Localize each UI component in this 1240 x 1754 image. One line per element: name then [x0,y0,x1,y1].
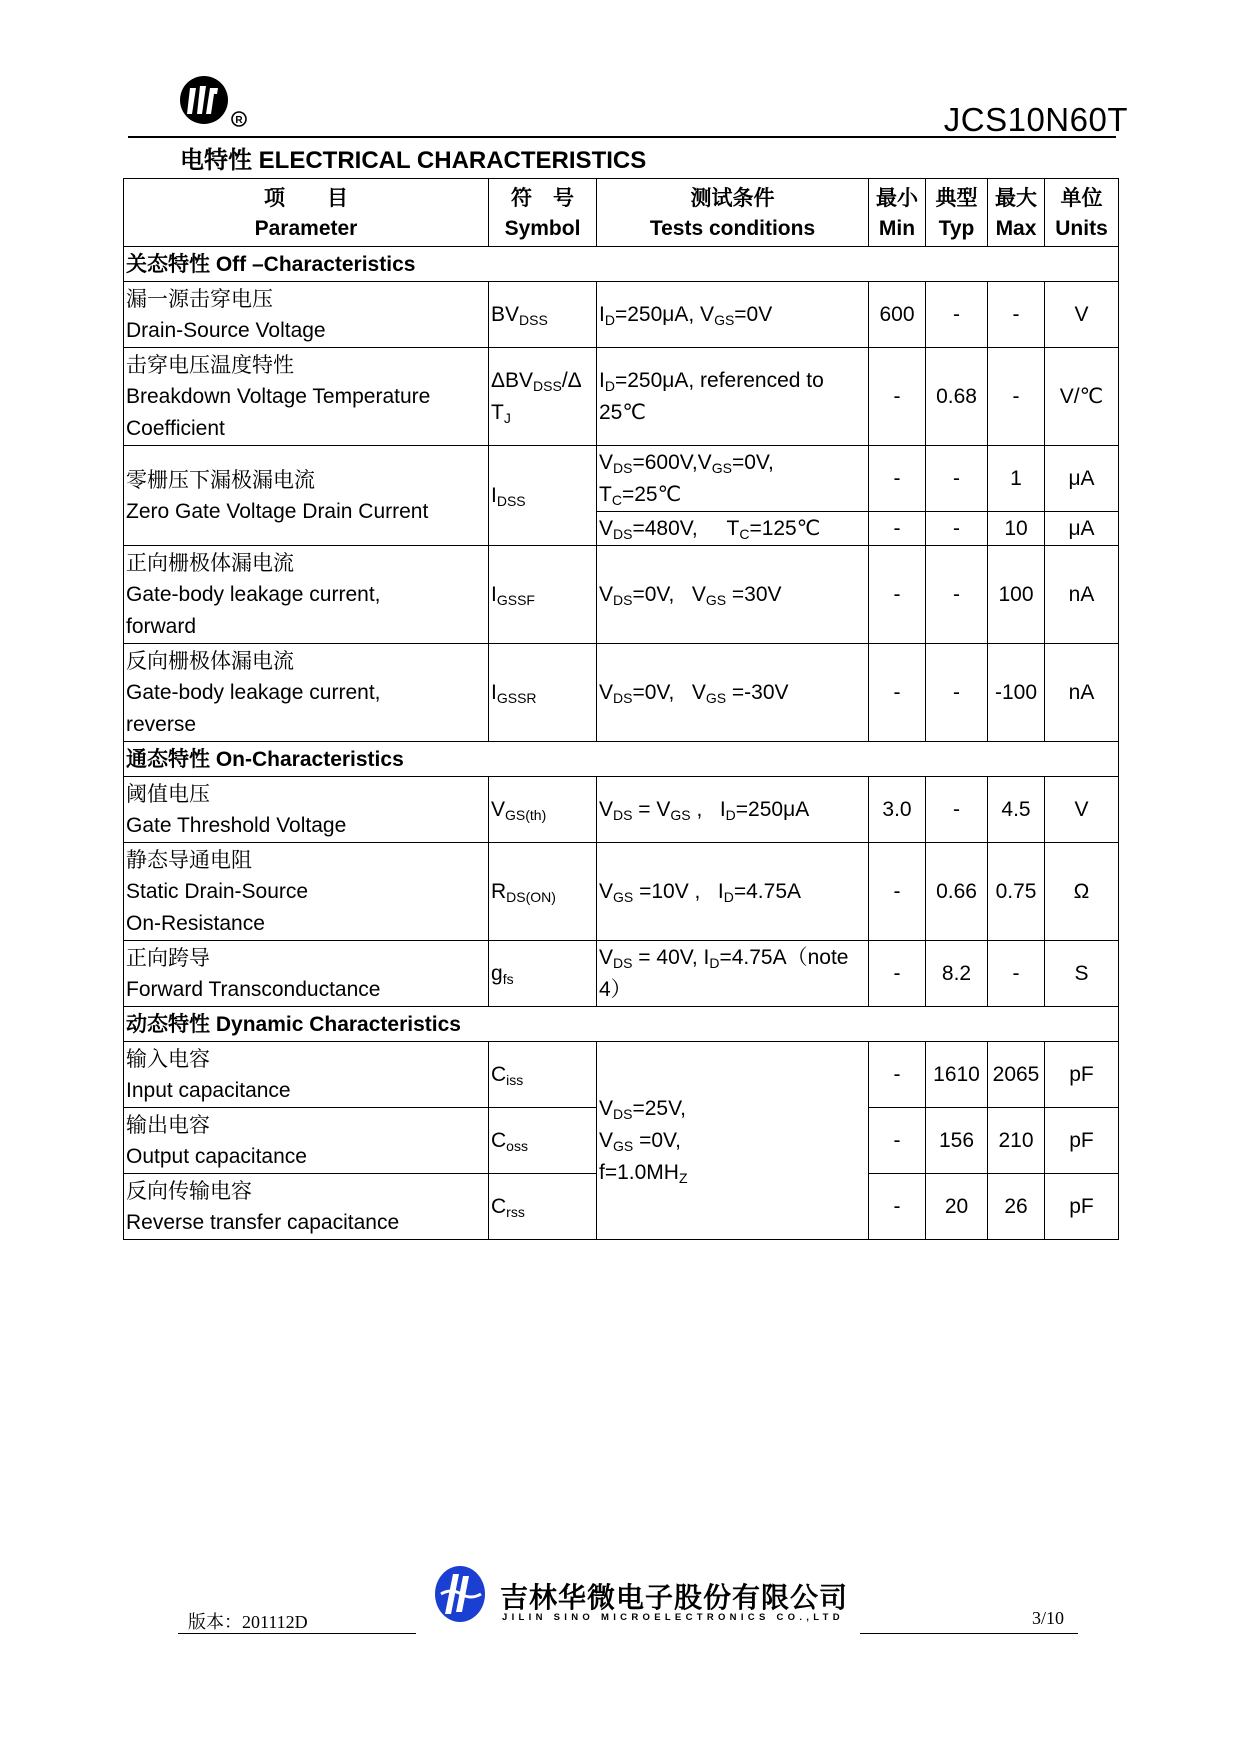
section-title-en: ELECTRICAL CHARACTERISTICS [258,147,647,174]
sino-microelectronics-logo-icon [433,1564,487,1624]
table-row: 输入电容 Input capacitance $C_{iss}$ $V_{DS}=25V$, $V_{GS} =0V$, $f=1.0MH_Z$ - 1610 2065 pF [124,1042,1119,1108]
symbol-cell: $I_{GSSR}$ [489,644,597,742]
table-row: 零栅压下漏极漏电流 Zero Gate Voltage Drain Current $I_{DSS}$ $V_{DS}=600V,V_{GS}=0V$, $T_C=25℃$ - - 1 μA [124,446,1119,512]
jcs-logo-icon [176,74,252,130]
condition-cell: $I_D=250\mu A$, $V_{GS}=0V$ [597,282,869,348]
condition-cell: $V_{DS}=25V$, $V_{GS} =0V$, $f=1.0MH_Z$ [597,1042,869,1240]
condition-cell: $V_{DS}=600V,V_{GS}=0V$, $T_C=25℃$ [597,446,869,512]
table-row: 漏一源击穿电压 Drain-Source Voltage $BV_{DSS}$ $I_D=250\mu A$, $V_{GS}=0V$ 600 - - V [124,282,1119,348]
symbol-cell: $C_{iss}$ [489,1042,597,1108]
table-row: 正向栅极体漏电流 Gate-body leakage current, forward $I_{GSSF}$ $V_{DS}=0V$, $V_{GS} =30V$ - - 100 nA [124,546,1119,644]
group-row-on: 通态特性 On-Characteristics [124,742,1119,777]
table-row: 反向传输电容 Reverse transfer capacitance $C_{rss}$ - 20 26 pF [124,1174,1119,1240]
symbol-cell: $C_{oss}$ [489,1108,597,1174]
page-number: 3/10 [1032,1608,1065,1628]
header-units: 单位 Units [1045,179,1119,247]
symbol-cell: $C_{rss}$ [489,1174,597,1240]
symbol-cell: $I_{DSS}$ [489,446,597,546]
condition-cell: $V_{DS} = 40V$, $I_D=4.75A(note$ 4） [597,941,869,1007]
table-row: 阈值电压 Gate Threshold Voltage $V_{GS(th)}$ $V_{DS} = V_{GS}$ , $I_D=250\mu A$ 3.0 - 4.5 V [124,777,1119,843]
table-row: $V_{DS}=480V$, $T_C=125℃$ - - 10 μA [124,512,1119,546]
symbol-cell: $g_{fs}$ [489,941,597,1007]
part-number: JCS10N60T [943,101,1128,138]
header-parameter: 项 目 Parameter [124,179,489,247]
section-title-cn: 电特性 [180,145,252,174]
symbol-cell: $I_{GSSF}$ [489,546,597,644]
table-row: 击穿电压温度特性 Breakdown Voltage Temperature Coefficient $\Delta BV_{DSS}/\Delta$ $T_J$ $I_D=250\mu A$, referenced to 25℃ - 0.68 - V/℃ [124,348,1119,446]
condition-cell: $V_{GS} =10V$ , $I_D=4.75A$ [597,843,869,941]
company-name-cn: 吉林华微电子股份有限公司 [500,1582,849,1613]
table-row: 输出电容 Output capacitance $C_{oss}$ - 156 210 pF [124,1108,1119,1174]
condition-cell: $V_{DS}=0V$, $V_{GS} =30V$ [597,546,869,644]
table-row: 静态导通电阻 Static Drain-Source On-Resistance $R_{DS(ON)}$ $V_{GS} =10V$ , $I_D=4.75A$ - 0.66 0.75 Ω [124,843,1119,941]
version-label: 版本：201112D [188,1612,308,1632]
table-row: 反向栅极体漏电流 Gate-body leakage current, reverse $I_{GSSR}$ $V_{DS}=0V$, $V_{GS} =-30V$ - - -100 nA [124,644,1119,742]
symbol-cell: $\Delta BV_{DSS}/\Delta$ $T_J$ [489,348,597,446]
group-row-off: 关态特性 Off –Characteristics [124,247,1119,282]
header-typ: 典型 Typ [926,179,988,247]
symbol-cell: $V_{GS(th)}$ [489,777,597,843]
header-conditions: 测试条件 Tests conditions [597,179,869,247]
header-divider [128,136,1116,138]
condition-cell: $I_D=250\mu A$, referenced to 25℃ [597,348,869,446]
symbol-cell: $BV_{DSS}$ [489,282,597,348]
table-header-row [124,179,1119,247]
footer-divider-right [860,1633,1078,1634]
svg-text:R: R [235,115,243,126]
group-row-dynamic: 动态特性 Dynamic Characteristics [124,1007,1119,1042]
header-symbol: 符 号 Symbol [489,179,597,247]
condition-cell: $V_{DS} = V_{GS}$ , $I_D=250\mu A$ [597,777,869,843]
header-min: 最小 Min [869,179,926,247]
condition-cell: $V_{DS}=0V$, $V_{GS} =-30V$ [597,644,869,742]
company-name-en: JILIN SINO MICROELECTRONICS CO.,LTD [502,1612,844,1623]
table-row: 正向跨导 Forward Transconductance $g_{fs}$ $V_{DS} = 40V$, $I_D=4.75A(note$ 4） - 8.2 - S [124,941,1119,1007]
header-max: 最大 Max [988,179,1045,247]
condition-cell: $V_{DS}=480V$, $T_C=125℃$ [597,512,869,546]
symbol-cell: $R_{DS(ON)}$ [489,843,597,941]
electrical-characteristics-table [123,178,1119,1240]
section-title [180,140,646,175]
footer-divider-left [178,1633,416,1634]
